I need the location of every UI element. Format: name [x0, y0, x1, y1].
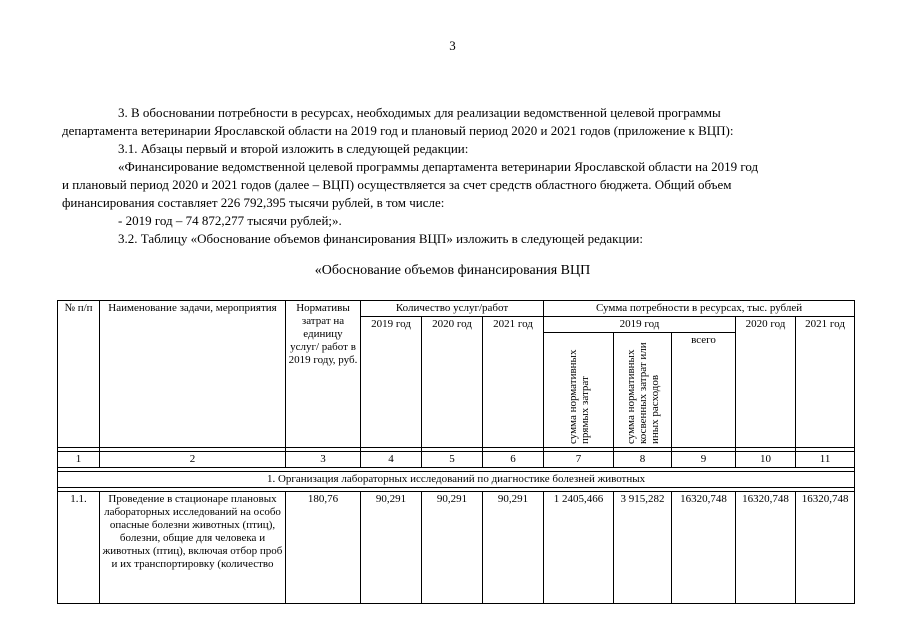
column-number: 7	[544, 452, 614, 468]
header-qty-group: Количество услуг/работ	[361, 301, 544, 317]
column-number: 6	[483, 452, 544, 468]
column-number-row	[58, 452, 855, 468]
paragraph-3-line1: 3. В обосновании потребности в ресурсах, необходимых для реализации ведомственной целевой программы	[118, 105, 721, 120]
header-qty-2019: 2019 год	[361, 317, 422, 448]
row-num: 1.1.	[58, 492, 100, 604]
row-name: Проведение в стационаре плановых лабораторных исследований на особо опасные болезни животных (птиц), болезни, общие для человека и животных (птиц), включая отбор проб и их транспортировку (количество	[100, 492, 286, 604]
column-number: 4	[361, 452, 422, 468]
header-qty-2021: 2021 год	[483, 317, 544, 448]
financing-table	[57, 300, 855, 604]
row-sum-indirect: 3 915,282	[614, 492, 672, 604]
header-sum-2021: 2021 год	[796, 317, 855, 448]
paragraph-3-line2: департамента ветеринарии Ярославской области на 2019 год и плановый период 2020 и 2021 годов (приложение к ВЦП):	[62, 123, 734, 138]
section-row	[58, 472, 855, 488]
row-qty-2021: 90,291	[483, 492, 544, 604]
row-qty-2019: 90,291	[361, 492, 422, 604]
header-qty-2020: 2020 год	[422, 317, 483, 448]
section-title: 1. Организация лабораторных исследований по диагностике болезней животных	[58, 472, 855, 488]
header-num: № п/п	[58, 301, 100, 448]
column-number: 2	[100, 452, 286, 468]
row-sum-2021: 16320,748	[796, 492, 855, 604]
column-number: 3	[286, 452, 361, 468]
header-name: Наименование задачи, мероприятия	[100, 301, 286, 448]
header-norm: Нормативы затрат на единицу услуг/ работ в 2019 году, руб.	[286, 301, 361, 448]
header-sum-direct: сумма нормативных прямых затрат	[544, 333, 614, 448]
paragraph-3-2: 3.2. Таблицу «Обоснование объемов финансирования ВЦП» изложить в следующей редакции:	[118, 231, 643, 246]
paragraph-3-1: 3.1. Абзацы первый и второй изложить в следующей редакции:	[118, 141, 469, 156]
column-number: 9	[672, 452, 736, 468]
table-row	[58, 492, 855, 604]
column-number: 11	[796, 452, 855, 468]
header-sum-group: Сумма потребности в ресурсах, тыс. рублей	[544, 301, 855, 317]
paragraph-2019-amount: - 2019 год – 74 872,277 тысячи рублей;».	[118, 213, 342, 228]
row-norm: 180,76	[286, 492, 361, 604]
row-sum-total: 16320,748	[672, 492, 736, 604]
table-title: «Обоснование объемов финансирования ВЦП	[314, 263, 591, 278]
column-number: 1	[58, 452, 100, 468]
column-number: 10	[736, 452, 796, 468]
column-number: 5	[422, 452, 483, 468]
header-sum-2020: 2020 год	[736, 317, 796, 448]
row-sum-direct: 1 2405,466	[544, 492, 614, 604]
row-sum-2020: 16320,748	[736, 492, 796, 604]
column-number: 8	[614, 452, 672, 468]
header-row-1	[58, 301, 855, 317]
header-sum-2019: 2019 год	[544, 317, 736, 333]
paragraph-quote-line1: «Финансирование ведомственной целевой программы департамента ветеринарии Ярославской области на 2019 год	[118, 159, 759, 174]
header-sum-indirect: сумма нормативных косвенных затрат или иных расходов	[614, 333, 672, 448]
row-qty-2020: 90,291	[422, 492, 483, 604]
header-sum-total: всего	[672, 333, 736, 448]
paragraph-quote-line3: финансирования составляет 226 792,395 тысячи рублей, в том числе:	[62, 195, 445, 210]
paragraph-quote-line2: и плановый период 2020 и 2021 годов (далее – ВЦП) осуществляется за счет средств областного бюджета. Общий объем	[62, 177, 732, 192]
page-number: 3	[449, 38, 456, 53]
